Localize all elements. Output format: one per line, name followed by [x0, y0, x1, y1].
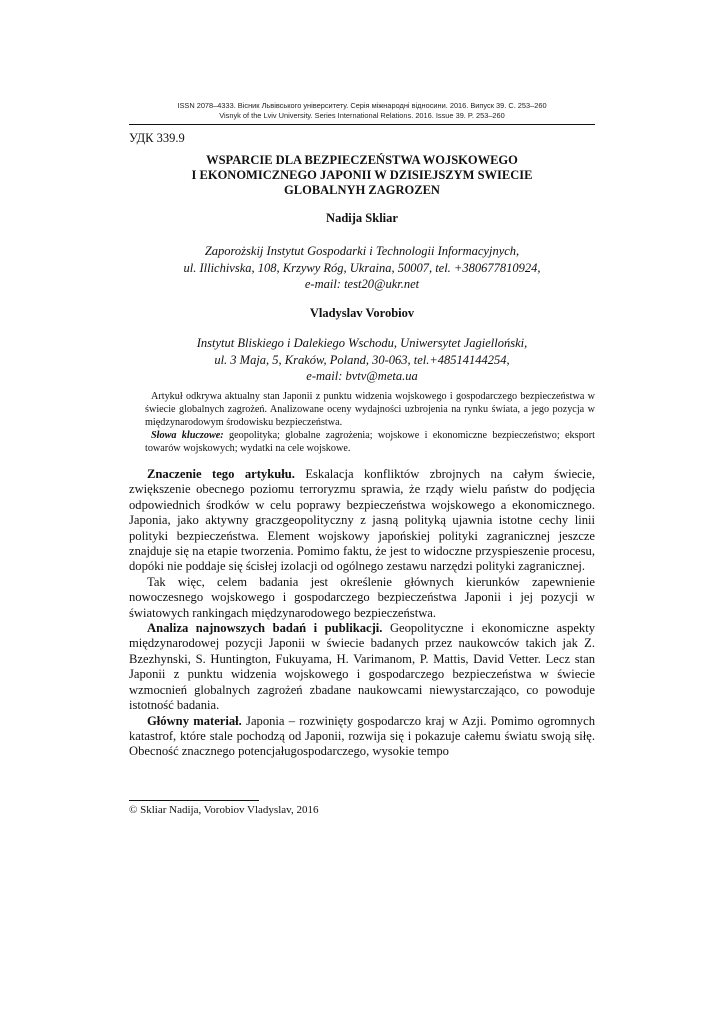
author-affiliation-1 — [129, 243, 595, 293]
udk-code: УДК 339.9 — [129, 131, 185, 145]
copyright-footnote: © Skliar Nadija, Vorobiov Vladyslav, 2016 — [129, 804, 319, 816]
author-affiliation-2 — [129, 335, 595, 385]
title-line: GLOBALNYH ZAGROZEN — [284, 183, 440, 197]
body-paragraph — [129, 714, 595, 760]
section-heading: Główny materiał. — [147, 713, 242, 728]
author-name-2: Vladyslav Vorobiov — [309, 306, 415, 320]
article-title — [129, 153, 595, 198]
body-paragraph — [129, 467, 595, 575]
title-line: WSPARCIE DLA BEZPIECZEŃSTWA WOJSKOWEGO — [206, 153, 518, 167]
author-name-1: Nadija Skliar — [326, 211, 398, 225]
body-paragraph: Tak więc, celem badania jest określenie głównych kierunków zapewnienie nowoczesnego wojskowego i gospodarczego bezpieczeństwa Japonii i jej pozycji w światowych rankingach międzynarodowego bezpieczeństwa. — [129, 574, 595, 620]
affiliation-line: e-mail: bvtv@meta.ua — [306, 369, 418, 383]
footnote-rule — [129, 800, 259, 801]
keywords-list: geopolityka; globalne zagrożenia; wojskowe i ekonomiczne bezpieczeństwo; eksport towarów wojskowych; wydatki na cele wojskowe. — [145, 430, 595, 454]
affiliation-line: e-mail: test20@ukr.net — [304, 277, 420, 291]
section-heading: Znaczenie tego artykułu. — [147, 467, 295, 481]
article-body — [129, 467, 595, 760]
affiliation-line: ul. 3 Maja, 5, Kraków, Poland, 30-063, tel.+48514144254, — [214, 352, 510, 367]
affiliation-line: Zaporożskij Instytut Gospodarki i Technologii Informacyjnych, — [204, 244, 520, 258]
affiliation-line: Instytut Bliskiego i Dalekiego Wschodu, Uniwersytet Jagielloński, — [196, 336, 528, 350]
abstract — [145, 390, 595, 455]
section-heading: Analiza najnowszych badań i publikacji. — [147, 621, 383, 636]
keywords — [145, 429, 595, 455]
keywords-label: Słowa kluczowe: — [151, 430, 224, 441]
paragraph-text: Geopolityczne i ekonomiczne aspekty międzynarodowej pozycji Japonii w świecie badanych przez naukowców takich jak Z. Bzezhynski, S. Huntington, Fukuyama, H. Varimanom, P. Mattis, David Vetter. Lecz stan Japonii z punktu widzenia wojskowego i gospodarczego bezpieczeństwa w świecie wzmocnień globalnych zagrożeń zbadane naukowcami niewystarczająco, co powoduje istotność badania. — [129, 621, 596, 713]
body-paragraph — [129, 621, 595, 713]
title-line: I EKONOMICZNEGO JAPONII W DZISIEJSZYM SWIECIE — [191, 168, 533, 182]
running-head — [129, 101, 595, 121]
affiliation-line: ul. Illichivska, 108, Krzywy Róg, Ukraina, 50007, tel. +380677810924, — [183, 260, 541, 275]
paragraph-text: Eskalacja konfliktów zbrojnych na całym świecie, zwiększenie obecnego poziomu terroryzmu sprawia, że rządy wielu państw do podjęcia odpowiednich środków w celu poprawy bezpieczeństwa wojskowego a ekonomicznego. Japonia, jako aktywny graczgeopolityczny z jasną polityką ujawnia istotne cechy linii polityki bezpieczeństwa. Element wojskowy japońskiej polityki zagranicznej jeszcze znajduje się na etapie tworzenia. Pomimo faktu, że jest to widoczne przyspieszenie procesu, dopóki nie poddaje się ścisłej izolacji od ogólnego zestawu narzędzi polityki zagranicznej. — [129, 467, 595, 574]
running-head-english: Visnyk of the Lviv University. Series International Relations. 2016. Issue 39. P. 253–260 — [219, 111, 505, 120]
paragraph-text: Japonia – rozwinięty gospodarczo kraj w Azji. Pomimo ogromnych katastrof, które stale pochodzą od Japonii, rozwija się i pokazuje całemu światu swoją siłę. Obecność znacznego potencjaługospodarczego, wysokie tempo — [129, 713, 595, 759]
running-head-ukrainian: ISSN 2078–4333. Вісник Львівського університету. Серія міжнародні відносини. 2016. Випуск 39. С. 253–260 — [177, 101, 547, 110]
abstract-text: Artykuł odkrywa aktualny stan Japonii z punktu widzenia wojskowego i gospodarczego bezpieczeństwa w świecie globalnych zagrożeń. Analizowane oceny wydajności uzbrojenia na rynku świata, a jego pozycja w międzynarodowym środowisku bezpieczeństwa. — [145, 391, 595, 428]
header-rule — [129, 124, 595, 125]
